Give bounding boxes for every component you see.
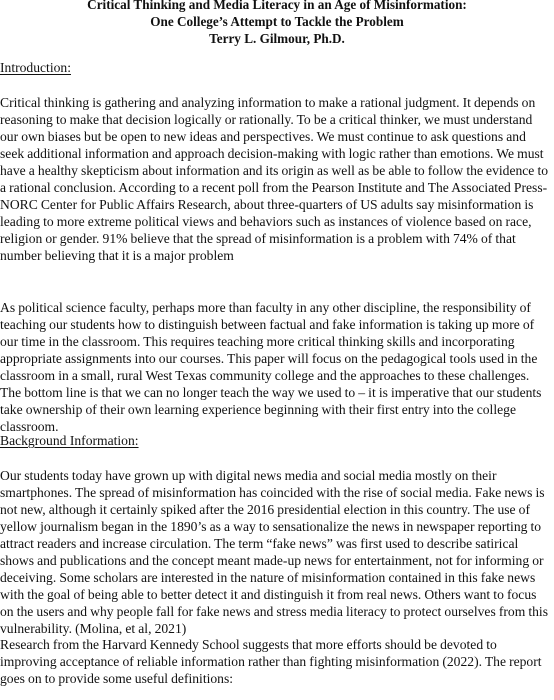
intro-paragraph-2: As political science faculty, perhaps more than faculty in any other discipline, the responsibility of teaching our students how to distinguish between factual and fake information is taking up more of our time in the classroom. This requires teaching more critical thinking skills and incorporating appropriate assignments into our courses. This paper will focus on the pedagogical tools used in the classroom in a small, rural West Texas community college and the approaches to these challenges. The bottom line is that we can no longer teach the way we used to – it is imperative that our students take ownership of their own learning experience beginning with their first entry into the college classroom. [0, 300, 542, 434]
section-heading-introduction: Introduction: [0, 60, 71, 75]
title-line-2: One College’s Attempt to Tackle the Problem [150, 14, 404, 29]
title-block [0, 0, 554, 47]
section-heading-background: Background Information: [0, 433, 139, 448]
intro-paragraph-1: Critical thinking is gathering and analyzing information to make a rational judgment. It depends on reasoning to make that decision logically or rationally. To be a critical thinker, we must understand our own biases but be open to new ideas and perspectives. We must continue to ask questions and seek additional information and approach decision-making with logic rather than emotions. We must have a healthy skepticism about information and its origin as well as be able to follow the evidence to a rational conclusion. According to a recent poll from the Pearson Institute and The Associated Press-NORC Center for Public Affairs Research, about three-quarters of US adults say misinformation is leading to more extreme political views and behaviors such as instances of violence based on race, religion or gender. 91% believe that the spread of misinformation is a problem with 74% of that number believing that it is a major problem [0, 95, 549, 263]
author-line: Terry L. Gilmour, Ph.D. [209, 31, 345, 46]
background-paragraph-1: Our students today have grown up with digital news media and social media mostly on their smartphones. The spread of misinformation has coincided with the rise of social media. Fake news is not new, although it certainly spiked after the 2016 presidential election in this country. The use of yellow journalism began in the 1890’s as a way to sensationalize the news in newspaper reporting to attract readers and increase circulation. The term “fake news” was first used to describe satirical shows and publications and the concept meant made-up news for entertainment, not for informing or deceiving. Some scholars are interested in the nature of misinformation contained in this fake news with the goal of being able to better detect it and distinguish it from real news. Others want to focus on the users and why people fall for fake news and stress media literacy to protect ourselves from this vulnerability. (Molina, et al, 2021) [0, 468, 549, 636]
title-line-1: Critical Thinking and Media Literacy in an Age of Misinformation: [87, 0, 467, 12]
background-paragraph-2: Research from the Harvard Kennedy School suggests that more efforts should be devoted to improving acceptance of reliable information rather than fighting misinformation (2022). The report goes on to provide some useful definitions: [0, 637, 542, 686]
